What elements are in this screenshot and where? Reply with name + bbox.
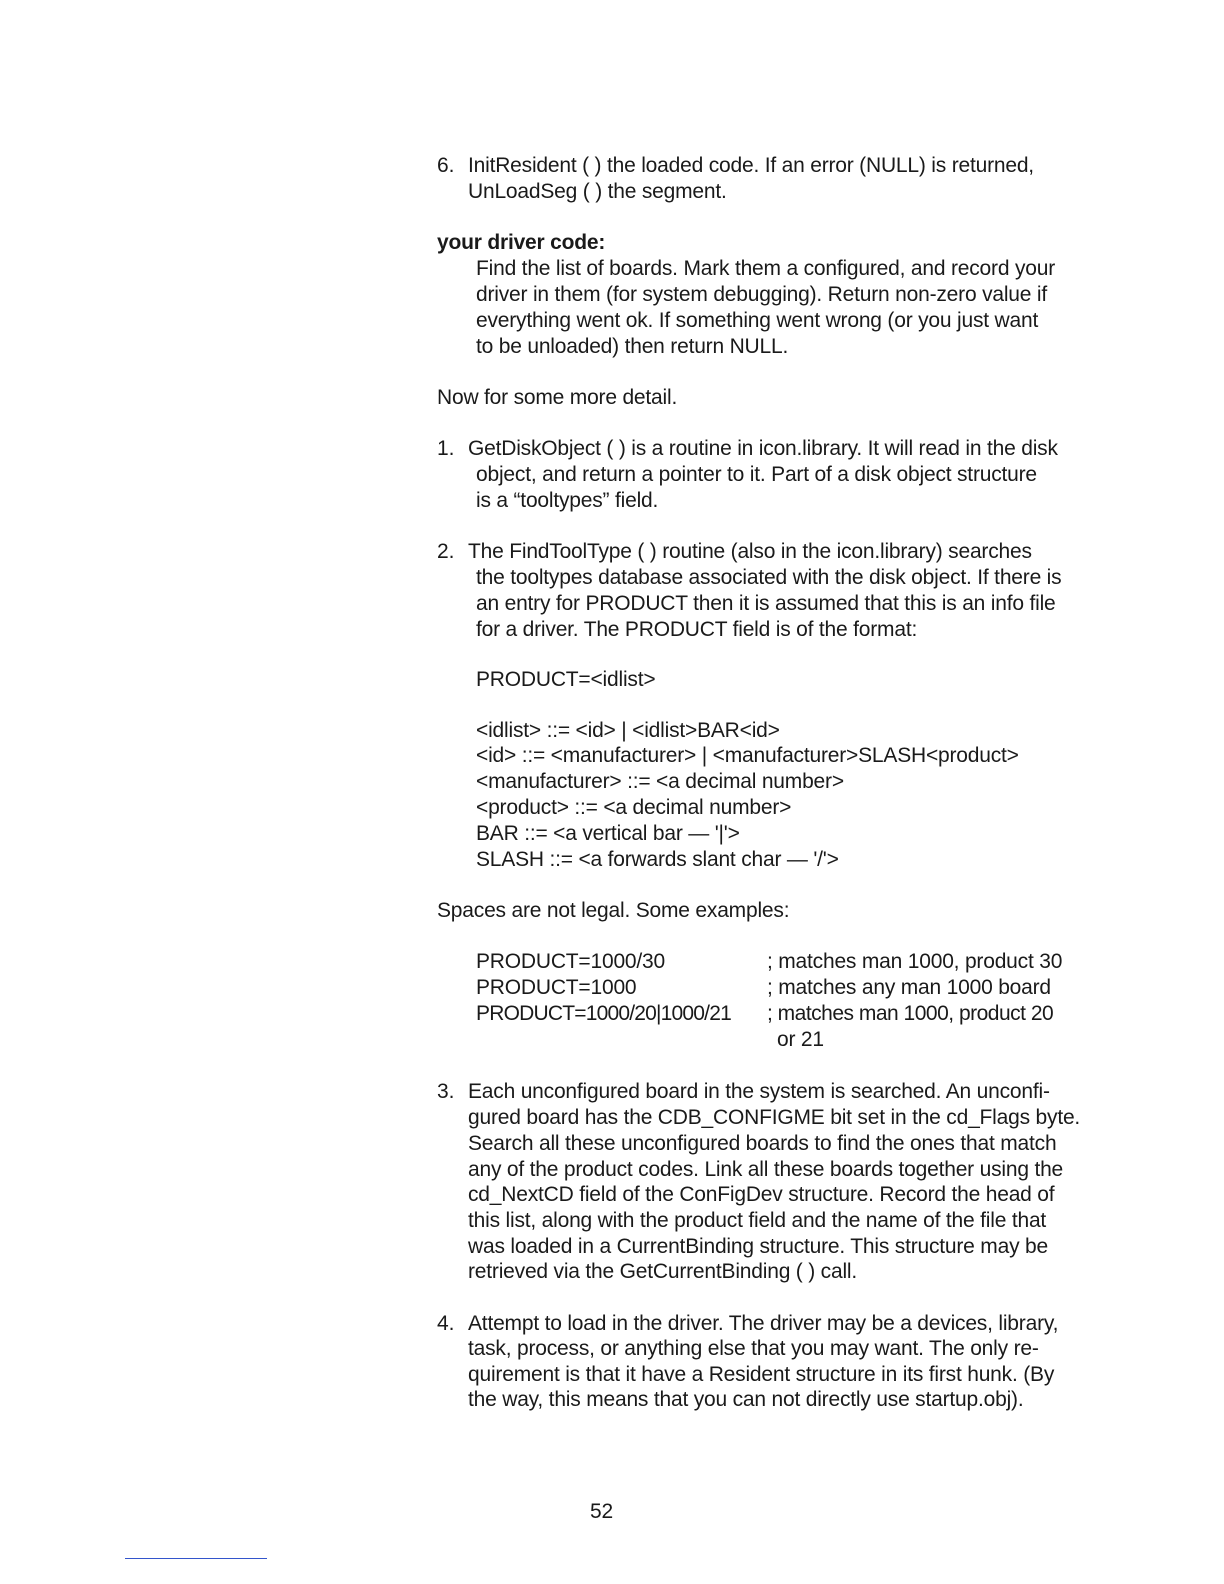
driver-code-line-3: everything went ok. If something went wrong (or you just want: [476, 309, 1039, 332]
grammar-rule-3: <manufacturer> ::= <a decimal number>: [476, 770, 844, 793]
item4-line-4: the way, this means that you can not directly use startup.obj).: [468, 1388, 1024, 1411]
example-1-code: PRODUCT=1000/30: [476, 950, 666, 973]
grammar-rule-2: <id> ::= <manufacturer> | <manufacturer>SLASH<product>: [476, 744, 1019, 767]
item2-line-3: an entry for PRODUCT then it is assumed that this is an info file: [476, 592, 1056, 615]
item3-line-2: gured board has the CDB_CONFIGME bit set in the cd_Flags byte.: [468, 1106, 1081, 1129]
example-3-code: PRODUCT=1000/20|1000/21: [476, 1002, 731, 1025]
grammar-rule-1: <idlist> ::= <id> | <idlist>BAR<id>: [476, 719, 780, 742]
item4-line-2: task, process, or anything else that you may want. The only re-: [468, 1337, 1039, 1360]
spaces-note: Spaces are not legal. Some examples:: [437, 899, 790, 922]
intro-text: Now for some more detail.: [437, 386, 678, 409]
driver-code-line-1: Find the list of boards. Mark them a configured, and record your: [476, 257, 1055, 280]
item6-number: 6.: [437, 154, 455, 177]
grammar-rule-6: SLASH ::= <a forwards slant char — '/'>: [476, 848, 839, 871]
item2-line-2: the tooltypes database associated with the disk object. If there is: [476, 566, 1062, 589]
grammar-product-line: PRODUCT=<idlist>: [476, 668, 656, 691]
item1-line-2: object, and return a pointer to it. Part of a disk object structure: [476, 463, 1037, 486]
driver-code-heading: your driver code:: [437, 231, 606, 254]
item4-number: 4.: [437, 1312, 455, 1335]
item6-line-1: InitResident ( ) the loaded code. If an error (NULL) is returned,: [468, 154, 1034, 177]
example-3-continuation: or 21: [777, 1028, 824, 1051]
item4-line-3: quirement is that it have a Resident structure in its first hunk. (By: [468, 1363, 1055, 1386]
example-3-comment: ; matches man 1000, product 20: [767, 1002, 1054, 1025]
item2-line-4: for a driver. The PRODUCT field is of the format:: [476, 618, 918, 641]
item1-number: 1.: [437, 437, 455, 460]
example-1-comment: ; matches man 1000, product 30: [767, 950, 1063, 973]
item2-line-1: The FindToolType ( ) routine (also in the icon.library) searches: [468, 540, 1032, 563]
item3-line-7: was loaded in a CurrentBinding structure. This structure may be: [468, 1235, 1048, 1258]
item3-line-5: cd_NextCD field of the ConFigDev structure. Record the head of: [468, 1183, 1055, 1206]
item2-number: 2.: [437, 540, 455, 563]
item3-line-1: Each unconfigured board in the system is searched. An unconfi-: [468, 1080, 1050, 1103]
item4-line-1: Attempt to load in the driver. The driver may be a devices, library,: [468, 1312, 1059, 1335]
example-2-code: PRODUCT=1000: [476, 976, 637, 999]
item3-line-4: any of the product codes. Link all these boards together using the: [468, 1158, 1064, 1181]
grammar-rule-4: <product> ::= <a decimal number>: [476, 796, 792, 819]
item3-line-8: retrieved via the GetCurrentBinding ( ) call.: [468, 1260, 858, 1283]
footer-rule: [125, 1558, 267, 1559]
item6-line-2: UnLoadSeg ( ) the segment.: [468, 180, 727, 203]
driver-code-line-2: driver in them (for system debugging). Return non-zero value if: [476, 283, 1048, 306]
item3-line-6: this list, along with the product field and the name of the file that: [468, 1209, 1047, 1232]
item3-number: 3.: [437, 1080, 455, 1103]
item3-line-3: Search all these unconfigured boards to find the ones that match: [468, 1132, 1057, 1155]
item1-line-1: GetDiskObject ( ) is a routine in icon.library. It will read in the disk: [468, 437, 1058, 460]
grammar-rule-5: BAR ::= <a vertical bar — '|'>: [476, 822, 740, 845]
page-number: 52: [590, 1500, 613, 1523]
example-2-comment: ; matches any man 1000 board: [767, 976, 1051, 999]
driver-code-line-4: to be unloaded) then return NULL.: [476, 335, 789, 358]
item1-line-3: is a “tooltypes” field.: [476, 489, 659, 512]
